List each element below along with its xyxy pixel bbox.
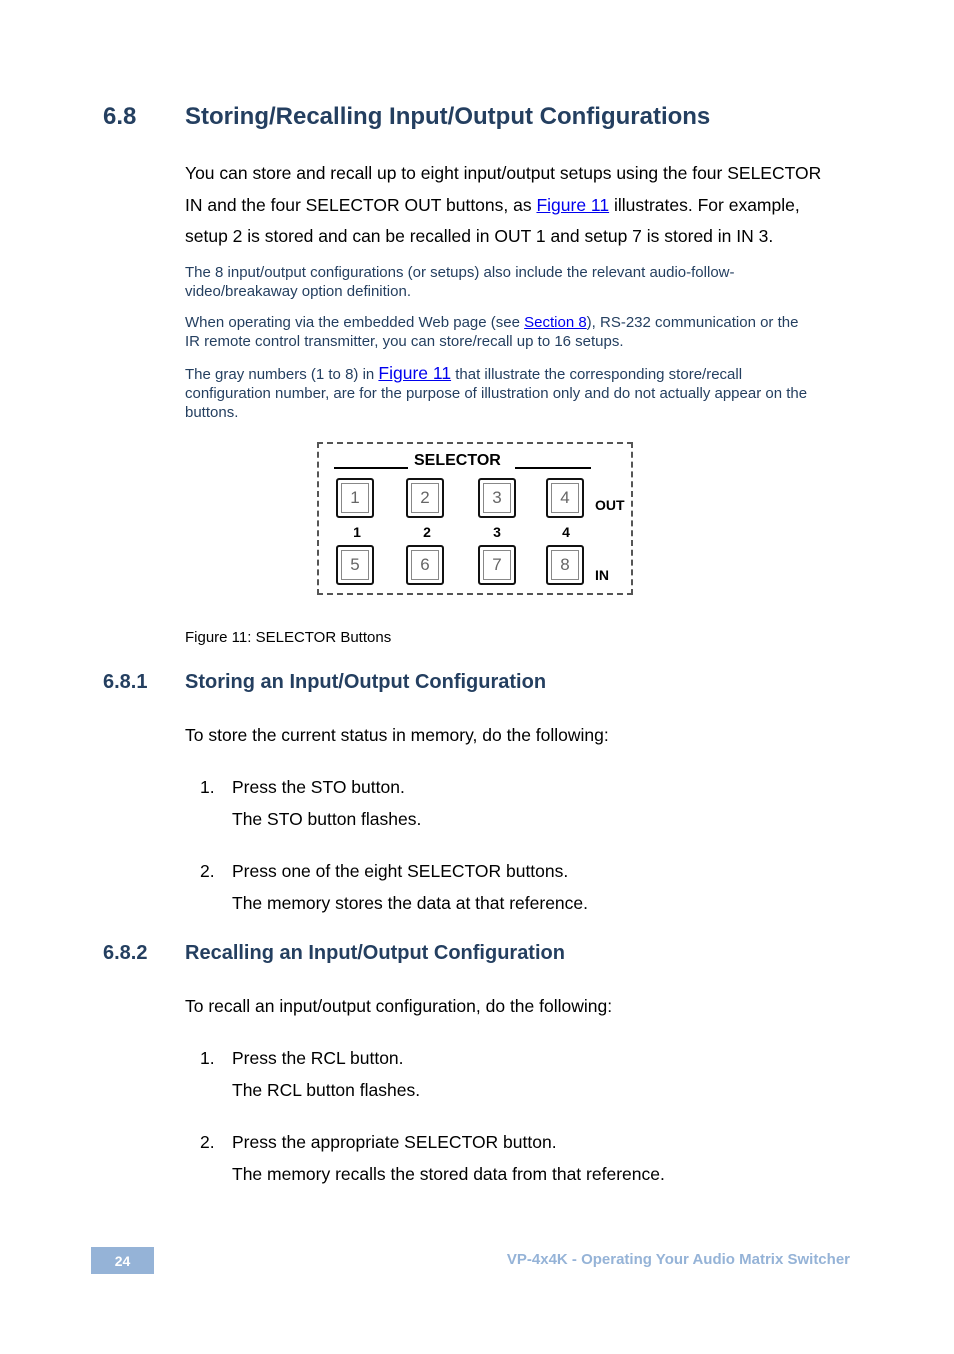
sub2-title: Recalling an Input/Output Configuration <box>185 942 565 964</box>
selector-line-right <box>515 467 591 469</box>
selector-out-button-4[interactable]: 4 <box>546 478 584 518</box>
sub1-intro: To store the current status in memory, do the following: <box>185 725 609 745</box>
selector-out-button-3[interactable]: 3 <box>478 478 516 518</box>
intro-line-1: You can store and recall up to eight input/output setups using the four SELECTOR <box>185 163 822 183</box>
sub2-step-1-result: The RCL button flashes. <box>232 1080 421 1100</box>
page-number: 24 <box>91 1247 154 1274</box>
section-title: Storing/Recalling Input/Output Configurations <box>185 103 711 130</box>
in-label: IN <box>595 567 609 583</box>
column-number-2: 2 <box>423 524 431 540</box>
selector-line-left <box>334 467 408 469</box>
sub2-step-2-result: The memory recalls the stored data from that reference. <box>232 1164 665 1184</box>
column-number-3: 3 <box>493 524 501 540</box>
figure-caption: Figure 11: SELECTOR Buttons <box>185 629 392 646</box>
sub2-intro: To recall an input/output configuration, do the following: <box>185 996 613 1016</box>
section-8-link[interactable]: Section 8 <box>524 314 587 331</box>
figure-11-link-note[interactable]: Figure 11 <box>378 363 452 383</box>
selector-in-button-6[interactable]: 6 <box>406 545 444 585</box>
figure-11-link[interactable]: Figure 11 <box>536 194 610 215</box>
intro-line-2: IN and the four SELECTOR OUT buttons, as Figure 11 illustrates. For example, <box>185 194 800 215</box>
sub1-step-1-text: Press the STO button. <box>232 777 405 797</box>
sub2-step-1-text: Press the RCL button. <box>232 1048 404 1068</box>
selector-out-button-1[interactable]: 1 <box>336 478 374 518</box>
sub1-step-1-number: 1. <box>200 777 215 797</box>
sub2-step-2-text: Press the appropriate SELECTOR button. <box>232 1132 557 1152</box>
sub2-step-2-number: 2. <box>200 1132 215 1152</box>
selector-in-button-7[interactable]: 7 <box>478 545 516 585</box>
sub1-step-1-result: The STO button flashes. <box>232 809 422 829</box>
selector-label: SELECTOR <box>414 452 501 469</box>
sub2-step-1-number: 1. <box>200 1048 215 1068</box>
sub1-step-2-result: The memory stores the data at that reference. <box>232 893 589 913</box>
sub1-number: 6.8.1 <box>103 671 148 693</box>
out-label: OUT <box>595 497 625 513</box>
note-afv: The 8 input/output configurations (or setups) also include the relevant audio-follow- video/breakaway option definition. <box>185 264 735 300</box>
intro-paragraph <box>185 158 865 253</box>
sub1-step-2-text: Press one of the eight SELECTOR buttons. <box>232 861 569 881</box>
note-gray-numbers: The gray numbers (1 to 8) in Figure 11 that illustrate the corresponding store/recall configuration number, are for the purpose of illustration only and do not actually appear on the buttons. <box>185 363 808 421</box>
sub2-number: 6.8.2 <box>103 942 148 964</box>
selector-in-button-8[interactable]: 8 <box>546 545 584 585</box>
footer-title: VP-4x4K - Operating Your Audio Matrix Switcher <box>506 1251 850 1268</box>
selector-in-button-5[interactable]: 5 <box>336 545 374 585</box>
column-number-1: 1 <box>353 524 361 540</box>
sub1-title: Storing an Input/Output Configuration <box>185 671 547 693</box>
note-web-page: When operating via the embedded Web page (see Section 8), RS-232 communication or the IR remote control transmitter, you can store/recall up to 16 setups. <box>185 314 799 350</box>
section-number: 6.8 <box>103 103 137 130</box>
selector-out-button-2[interactable]: 2 <box>406 478 444 518</box>
intro-line-3: setup 2 is stored and can be recalled in OUT 1 and setup 7 is stored in IN 3. <box>185 226 774 246</box>
sub1-step-2-number: 2. <box>200 861 215 881</box>
column-number-4: 4 <box>562 524 570 540</box>
